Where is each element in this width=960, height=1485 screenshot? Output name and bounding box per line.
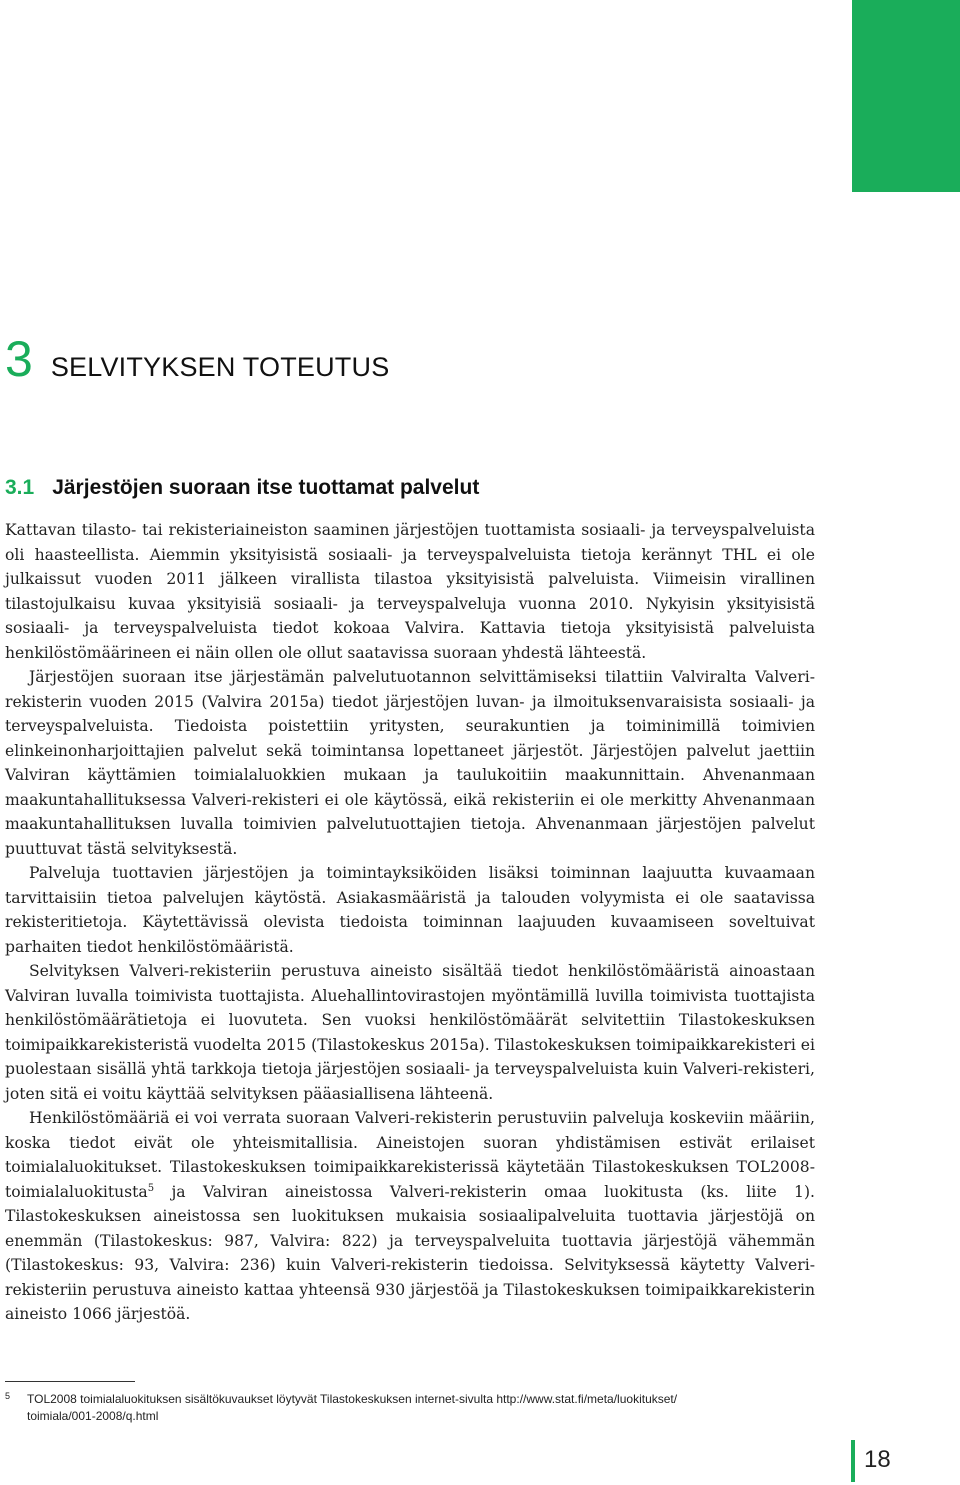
paragraph: Palveluja tuottavien järjestöjen ja toimintayksiköiden lisäksi toiminnan laajuutta kuvaamaan tarvittaisiin tietoa palvelujen käytöstä. Asiakasmääristä ja talouden volyymista ei ole saatavissa rekisteritietoja. Käytettävissä olevista tiedoista toiminnan laajuuden kuvaamiseen soveltuivat parhaiten tiedot henkilöstömääristä. bbox=[5, 864, 815, 956]
section-heading bbox=[5, 476, 479, 500]
section-title: Järjestöjen suoraan itse tuottamat palvelut bbox=[52, 476, 480, 499]
footnote-mark: 5 bbox=[5, 1391, 11, 1401]
footnote-reference[interactable]: 5 bbox=[147, 1182, 155, 1194]
footnote-link[interactable]: toimiala/001-2008/q.html bbox=[27, 1409, 159, 1423]
footnote-divider bbox=[5, 1381, 135, 1382]
footnote-text-line1: TOL2008 toimialaluokituksen sisältökuvaukset löytyvät Tilastokeskuksen internet-sivulta http://www.stat.fi/meta/luokitukset/ bbox=[27, 1392, 678, 1406]
chapter-title: SELVITYKSEN TOTEUTUS bbox=[50, 352, 390, 382]
section-number: 3.1 bbox=[5, 476, 35, 499]
body-text bbox=[5, 518, 815, 1327]
footnote bbox=[5, 1391, 825, 1425]
paragraph-text: ja Valviran aineistossa Valveri-rekisterin omaa luokitusta (ks. liite 1). Tilastokeskuksen aineistossa sen luokituksen mukaisia sosiaalipalveluita tuottavia järjestöjä on enemmän (Tilastokeskus: 987, Valvira: 822) ja terveyspalveluita tuottavia järjestöjä vähemmän (Tilastokeskus: 93, Valvira: 236) kuin Valveri-rekisterin tiedoissa. Selvityksessä käytetty Valveri-rekisteriin perustuva aineisto kattaa yhteensä 930 järjestöä ja Tilastokeskuksen toimipaikkarekisterin aineisto 1066 järjestöä. bbox=[5, 1182, 815, 1323]
chapter-heading bbox=[5, 330, 389, 400]
page-number: 18 bbox=[864, 1446, 891, 1473]
chapter-color-tab bbox=[852, 0, 960, 192]
paragraph bbox=[5, 1106, 815, 1327]
page-number-bar bbox=[851, 1440, 855, 1482]
paragraph: Selvityksen Valveri-rekisteriin perustuva aineisto sisältää tiedot henkilöstömääristä ainoastaan Valviran luvalla toimivista tuottajista. Aluehallintovirastojen myöntämillä luvilla toimivista tuottajista henkilöstömäärätietoja ei luovuteta. Sen vuoksi henkilöstömäärät selvitettiin Tilastokeskuksen toimipaikkarekisteristä vuodelta 2015 (Tilastokeskus 2015a). Tilastokeskuksen toimipaikkarekisteri ei puolestaan sisällä yhtä tarkkoja tietoja järjestöjen sosiaali- ja terveyspalveluista kuin Valveri-rekisteri, joten sitä ei voitu käyttää selvityksen pääasiallisena lähteenä. bbox=[5, 962, 815, 1103]
paragraph: Järjestöjen suoraan itse järjestämän palvelutuotannon selvittämiseksi tilattiin Valviralta Valveri-rekisterin vuoden 2015 (Valvira 2015a) tiedot järjestöjen luvan- ja ilmoituksenvaraisista sosiaali- ja terveyspalveluista. Tiedoista poistettiin yritysten, seurakuntien ja toiminimillä toimivien elinkeinonharjoittajien palvelut sekä toimintansa lopettaneet järjestöt. Järjestöjen palvelut jaettiin Valviran käyttämien toimialaluokkien mukaan ja taulukoitiin maakunnittain. Ahvenanmaan maakuntahallituksessa Valveri-rekisteri ei ole käytössä, eikä rekisteriin ei ole merkitty Ahvenanmaan maakuntahallituksen luvalla toimivien palvelutuottajien tietoja. Ahvenanmaan järjestöjen palvelut puuttuvat tästä selvityksestä. bbox=[5, 668, 815, 858]
paragraph: Kattavan tilasto- tai rekisteriaineiston saaminen järjestöjen tuottamista sosiaali- ja terveyspalveluista oli haasteellista. Aiemmin yksityisistä sosiaali- ja terveyspalveluista tietoja kerännyt THL ei ole julkaissut vuoden 2011 jälkeen virallista tilastoa yksityisistä palveluista. Viimeisin virallinen tilastojulkaisu kuvaa yksityisiä sosiaali- ja terveyspalveluja vuonna 2010. Nykyisin yksityisistä sosiaali- ja terveyspalveluista tiedot kokoaa Valvira. Kattavia tietoja yksityisistä palveluista henkilöstömäärineen ei näin ollen ole ollut saatavissa suoraan yhdestä lähteestä. bbox=[5, 521, 815, 662]
chapter-number: 3 bbox=[5, 331, 33, 387]
paragraph-text: Henkilöstömääriä ei voi verrata suoraan Valveri-rekisterin perustuviin palveluja koskeviin määriin, koska tiedot eivät ole yhteismitallisia. Aineistojen suoran yhdistämisen estivät erilaiset toimialaluokitukset. Tilastokeskuksen toimipaikkarekisterissä käytetään Tilastokeskuksen TOL2008-toimialaluokitusta bbox=[5, 1109, 815, 1201]
